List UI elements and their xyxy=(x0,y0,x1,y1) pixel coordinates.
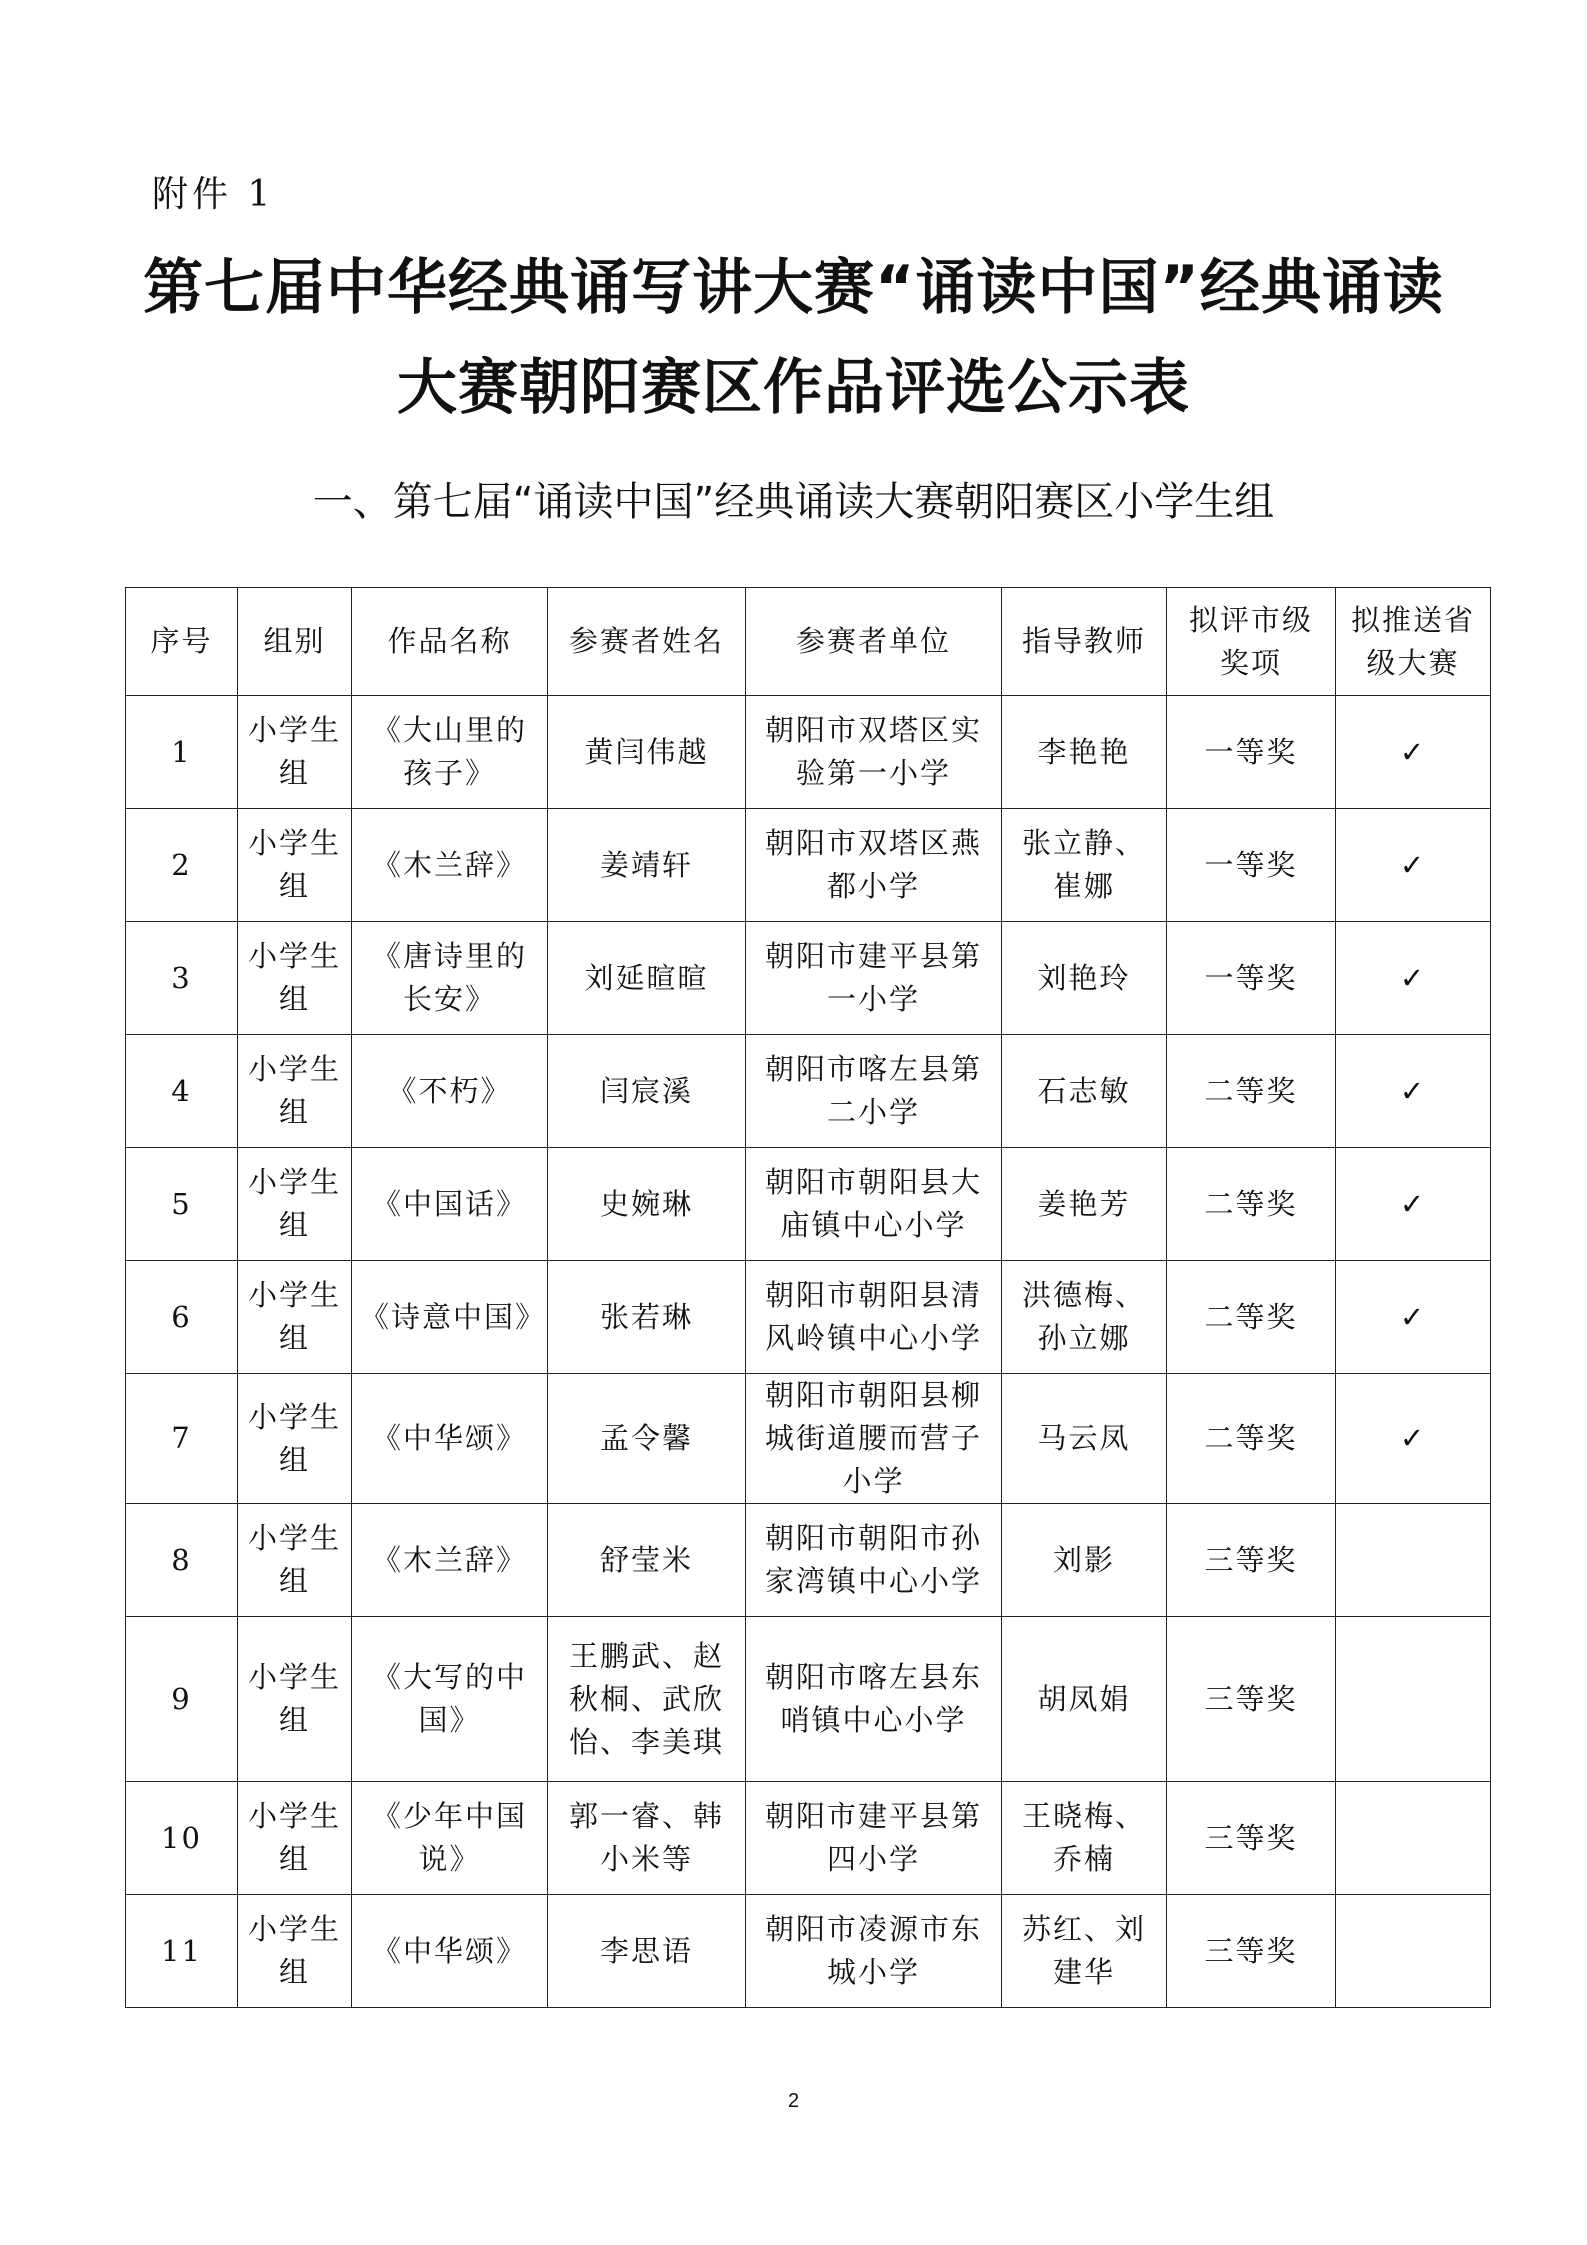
header-province: 拟推送省级大赛 xyxy=(1336,588,1491,696)
cell-province xyxy=(1336,1782,1491,1895)
cell-unit: 朝阳市朝阳县柳城街道腰而营子小学 xyxy=(746,1374,1002,1504)
cell-participant: 郭一睿、韩小米等 xyxy=(548,1782,746,1895)
cell-unit: 朝阳市朝阳市孙家湾镇中心小学 xyxy=(746,1504,1002,1617)
cell-work: 《唐诗里的长安》 xyxy=(352,922,548,1035)
cell-city-award: 二等奖 xyxy=(1167,1261,1336,1374)
cell-work: 《少年中国说》 xyxy=(352,1782,548,1895)
cell-province xyxy=(1336,1617,1491,1782)
header-group: 组别 xyxy=(238,588,352,696)
header-city-award: 拟评市级奖项 xyxy=(1167,588,1336,696)
cell-unit: 朝阳市双塔区燕都小学 xyxy=(746,809,1002,922)
table-row xyxy=(126,1035,1491,1148)
table-row xyxy=(126,922,1491,1035)
header-work: 作品名称 xyxy=(352,588,548,696)
cell-city-award: 三等奖 xyxy=(1167,1782,1336,1895)
cell-participant: 张若琳 xyxy=(548,1261,746,1374)
cell-province xyxy=(1336,1504,1491,1617)
cell-participant: 史婉琳 xyxy=(548,1148,746,1261)
cell-teacher: 姜艳芳 xyxy=(1002,1148,1167,1261)
cell-teacher: 马云凤 xyxy=(1002,1374,1167,1504)
cell-seq: 1 xyxy=(126,696,238,809)
table-row xyxy=(126,809,1491,922)
cell-seq: 7 xyxy=(126,1374,238,1504)
cell-unit: 朝阳市双塔区实验第一小学 xyxy=(746,696,1002,809)
table-row xyxy=(126,1261,1491,1374)
header-seq: 序号 xyxy=(126,588,238,696)
cell-seq: 6 xyxy=(126,1261,238,1374)
cell-participant: 李思语 xyxy=(548,1895,746,2008)
cell-group: 小学生组 xyxy=(238,1374,352,1504)
cell-participant: 王鹏武、赵秋桐、武欣怡、李美琪 xyxy=(548,1617,746,1782)
cell-participant: 姜靖轩 xyxy=(548,809,746,922)
cell-participant: 闫宸溪 xyxy=(548,1035,746,1148)
check-mark-icon: ✓ xyxy=(1336,1374,1491,1504)
table-row xyxy=(126,1374,1491,1504)
cell-teacher: 洪德梅、孙立娜 xyxy=(1002,1261,1167,1374)
cell-unit: 朝阳市建平县第四小学 xyxy=(746,1782,1002,1895)
cell-seq: 11 xyxy=(126,1895,238,2008)
cell-participant: 舒莹米 xyxy=(548,1504,746,1617)
cell-teacher: 刘艳玲 xyxy=(1002,922,1167,1035)
table-row xyxy=(126,1895,1491,2008)
cell-city-award: 三等奖 xyxy=(1167,1895,1336,2008)
check-mark-icon: ✓ xyxy=(1336,696,1491,809)
cell-unit: 朝阳市朝阳县清风岭镇中心小学 xyxy=(746,1261,1002,1374)
cell-participant: 黄闫伟越 xyxy=(548,696,746,809)
cell-work: 《中华颂》 xyxy=(352,1895,548,2008)
cell-group: 小学生组 xyxy=(238,1895,352,2008)
cell-group: 小学生组 xyxy=(238,696,352,809)
table-row xyxy=(126,1504,1491,1617)
header-participant: 参赛者姓名 xyxy=(548,588,746,696)
cell-unit: 朝阳市喀左县第二小学 xyxy=(746,1035,1002,1148)
cell-work: 《木兰辞》 xyxy=(352,1504,548,1617)
cell-group: 小学生组 xyxy=(238,809,352,922)
cell-participant: 刘延暄暄 xyxy=(548,922,746,1035)
cell-seq: 2 xyxy=(126,809,238,922)
cell-seq: 10 xyxy=(126,1782,238,1895)
document-title-line-1: 第七届中华经典诵写讲大赛“诵读中国”经典诵读 xyxy=(143,253,1444,323)
cell-teacher: 石志敏 xyxy=(1002,1035,1167,1148)
cell-seq: 3 xyxy=(126,922,238,1035)
cell-group: 小学生组 xyxy=(238,1504,352,1617)
table-row xyxy=(126,1148,1491,1261)
cell-work: 《诗意中国》 xyxy=(352,1261,548,1374)
cell-participant: 孟令馨 xyxy=(548,1374,746,1504)
cell-city-award: 二等奖 xyxy=(1167,1035,1336,1148)
cell-group: 小学生组 xyxy=(238,1782,352,1895)
section-heading: 一、第七届“诵读中国”经典诵读大赛朝阳赛区小学生组 xyxy=(312,479,1275,525)
cell-teacher: 王晓梅、乔楠 xyxy=(1002,1782,1167,1895)
cell-work: 《木兰辞》 xyxy=(352,809,548,922)
cell-seq: 4 xyxy=(126,1035,238,1148)
cell-city-award: 三等奖 xyxy=(1167,1504,1336,1617)
check-mark-icon: ✓ xyxy=(1336,1261,1491,1374)
cell-teacher: 刘影 xyxy=(1002,1504,1167,1617)
cell-teacher: 李艳艳 xyxy=(1002,696,1167,809)
cell-unit: 朝阳市喀左县东哨镇中心小学 xyxy=(746,1617,1002,1782)
cell-group: 小学生组 xyxy=(238,1617,352,1782)
cell-unit: 朝阳市朝阳县大庙镇中心小学 xyxy=(746,1148,1002,1261)
cell-city-award: 一等奖 xyxy=(1167,809,1336,922)
cell-teacher: 胡凤娟 xyxy=(1002,1617,1167,1782)
check-mark-icon: ✓ xyxy=(1336,809,1491,922)
check-mark-icon: ✓ xyxy=(1336,1148,1491,1261)
header-teacher: 指导教师 xyxy=(1002,588,1167,696)
attachment-label: 附件 1 xyxy=(152,174,275,215)
cell-province xyxy=(1336,1895,1491,2008)
cell-unit: 朝阳市建平县第一小学 xyxy=(746,922,1002,1035)
cell-city-award: 一等奖 xyxy=(1167,922,1336,1035)
cell-city-award: 二等奖 xyxy=(1167,1374,1336,1504)
cell-seq: 5 xyxy=(126,1148,238,1261)
cell-work: 《大写的中国》 xyxy=(352,1617,548,1782)
results-table xyxy=(125,587,1491,2008)
cell-work: 《中国话》 xyxy=(352,1148,548,1261)
cell-city-award: 一等奖 xyxy=(1167,696,1336,809)
cell-group: 小学生组 xyxy=(238,1035,352,1148)
cell-work: 《不朽》 xyxy=(352,1035,548,1148)
page-number: 2 xyxy=(787,2090,800,2112)
table-header-row xyxy=(126,588,1491,696)
cell-city-award: 二等奖 xyxy=(1167,1148,1336,1261)
cell-seq: 8 xyxy=(126,1504,238,1617)
cell-unit: 朝阳市凌源市东城小学 xyxy=(746,1895,1002,2008)
cell-seq: 9 xyxy=(126,1617,238,1782)
cell-group: 小学生组 xyxy=(238,922,352,1035)
cell-group: 小学生组 xyxy=(238,1261,352,1374)
cell-teacher: 张立静、崔娜 xyxy=(1002,809,1167,922)
cell-city-award: 三等奖 xyxy=(1167,1617,1336,1782)
table-row xyxy=(126,696,1491,809)
header-unit: 参赛者单位 xyxy=(746,588,1002,696)
cell-teacher: 苏红、刘建华 xyxy=(1002,1895,1167,2008)
table-row xyxy=(126,1782,1491,1895)
check-mark-icon: ✓ xyxy=(1336,922,1491,1035)
check-mark-icon: ✓ xyxy=(1336,1035,1491,1148)
document-title-line-2: 大赛朝阳赛区作品评选公示表 xyxy=(397,353,1190,423)
cell-group: 小学生组 xyxy=(238,1148,352,1261)
cell-work: 《中华颂》 xyxy=(352,1374,548,1504)
cell-work: 《大山里的孩子》 xyxy=(352,696,548,809)
table-row xyxy=(126,1617,1491,1782)
